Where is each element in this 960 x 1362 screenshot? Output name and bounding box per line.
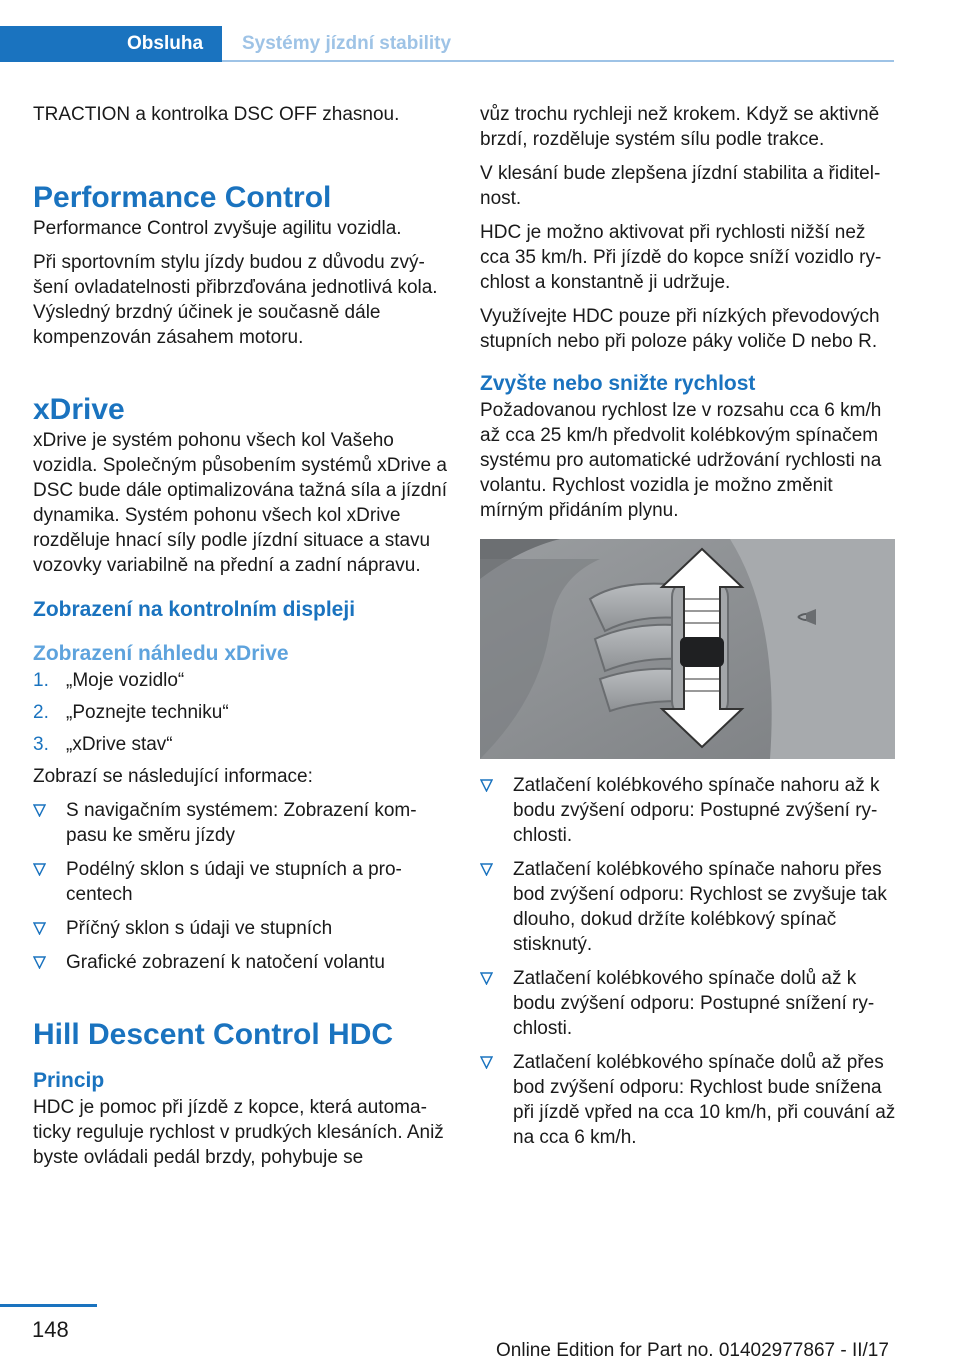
page-number: 148 bbox=[32, 1317, 69, 1342]
heading-princip: Princip bbox=[33, 1069, 105, 1092]
steps-list bbox=[33, 668, 448, 757]
info-list bbox=[33, 798, 448, 975]
step-text: „xDrive stav“ bbox=[66, 734, 173, 755]
heading-hdc: Hill Descent Control HDC bbox=[33, 1018, 394, 1051]
list-item bbox=[33, 857, 448, 907]
list-item bbox=[33, 916, 448, 941]
paragraph-intro: TRACTION a kontrolka DSC OFF zhasnou. bbox=[33, 104, 400, 125]
list-item-text: Podélný sklon s údaji ve stupních a procentech bbox=[66, 859, 402, 905]
triangle-bullet-icon bbox=[480, 779, 493, 792]
paragraph-speed: HDC je možno aktivovat při rychlosti nižší než cca 35 km/h. Při jízdě do kopce sníží vozidlo rychlost a konstantně ji udržuje. bbox=[480, 222, 882, 293]
heading-xdrive: xDrive bbox=[33, 393, 125, 426]
steering-wheel-figure bbox=[480, 539, 895, 759]
triangle-bullet-icon bbox=[33, 922, 46, 935]
adjust-list bbox=[480, 773, 900, 1150]
triangle-bullet-icon bbox=[480, 1056, 493, 1069]
left-column bbox=[33, 102, 448, 1179]
list-item-text: Zatlačení kolébkového spínače nahoru až k bodu zvýšení odporu: Postupné zvýšení rychlosti. bbox=[513, 775, 880, 846]
list-item bbox=[33, 668, 448, 693]
triangle-bullet-icon bbox=[33, 804, 46, 817]
list-item bbox=[480, 857, 900, 957]
list-item bbox=[480, 966, 900, 1041]
footer-rule bbox=[0, 1304, 97, 1307]
step-text: „Poznejte techniku“ bbox=[66, 702, 229, 723]
step-text: „Moje vozidlo“ bbox=[66, 670, 185, 691]
list-item bbox=[480, 773, 900, 848]
list-item-text: Zatlačení kolébkového spínače dolů až přes bod zvýšení odporu: Rychlost bude snížena při jízdě vpřed na cca 10 km/h, při couvání až na cca 6 km/h. bbox=[513, 1052, 896, 1148]
paragraph-gear: Využívejte HDC pouze při nízkých převodových stupních nebo při poloze páky voliče D nebo R. bbox=[480, 306, 880, 352]
heading-display: Zobrazení na kontrolním displeji bbox=[33, 598, 356, 621]
list-item-text: S navigačním systémem: Zobrazení kompasu ke směru jízdy bbox=[66, 800, 417, 846]
list-item-text: Příčný sklon s údaji ve stupních bbox=[66, 918, 333, 939]
triangle-bullet-icon bbox=[33, 956, 46, 969]
list-item bbox=[33, 950, 448, 975]
heading-preview: Zobrazení náhledu xDrive bbox=[33, 642, 289, 665]
paragraph-info: Zobrazí se následující informace: bbox=[33, 766, 313, 787]
step-number: 1. bbox=[33, 670, 49, 691]
list-item-text: Zatlačení kolébkového spínače dolů až k bodu zvýšení odporu: Postupné snížení rychlosti. bbox=[513, 968, 875, 1039]
section-title: Systémy jízdní stability bbox=[242, 33, 452, 54]
step-number: 3. bbox=[33, 734, 49, 755]
list-item bbox=[480, 1050, 900, 1150]
triangle-bullet-icon bbox=[33, 863, 46, 876]
step-number: 2. bbox=[33, 702, 49, 723]
list-item bbox=[33, 700, 448, 725]
paragraph-xdrive: xDrive je systém pohonu všech kol Vašeho vozidla. Společným působením systémů xDrive a DSC bude dále optimalizována tažná síla a jízdní dynamika. Systém pohonu všech kol xDrive rozděluje hnací síly podle jízdní situace a stavu vozovky variabilně na přední a zadní nápravu. bbox=[33, 430, 448, 576]
paragraph-continued: vůz trochu rychleji než krokem. Když se aktivně brzdí, rozděluje systém sílu podle trakce. bbox=[480, 104, 880, 150]
paragraph-stability: V klesání bude zlepšena jízdní stabilita a řiditelnost. bbox=[480, 163, 881, 209]
list-item bbox=[33, 732, 448, 757]
heading-performance-control: Performance Control bbox=[33, 181, 332, 214]
chapter-tab: Obsluha bbox=[0, 26, 222, 62]
list-item bbox=[33, 798, 448, 848]
paragraph-hdc: HDC je pomoc při jízdě z kopce, která automaticky reguluje rychlost v prudkých klesáních. Aniž byste ovládali pedál brzdy, pohybuje se bbox=[33, 1097, 444, 1168]
paragraph-adjust: Požadovanou rychlost lze v rozsahu cca 6 km/h až cca 25 km/h předvolit kolébkovým spínačem systému pro automatické udržování rychlosti na volantu. Rychlost vozidla je možno změnit mírným přidáním plynu. bbox=[480, 400, 882, 521]
right-column bbox=[480, 102, 900, 1159]
list-item-text: Grafické zobrazení k natočení volantu bbox=[66, 952, 385, 973]
triangle-bullet-icon bbox=[480, 863, 493, 876]
steering-wheel-illustration bbox=[480, 539, 895, 759]
edition-note: Online Edition for Part no. 01402977867 - II/17 bbox=[496, 1340, 889, 1361]
paragraph-perf-2: Při sportovním stylu jízdy budou z důvodu zvýšení ovladatelnosti přibrzďována jednotlivá kola. Výsledný brzdný účinek je současně dále kompenzován zásahem motoru. bbox=[33, 252, 438, 348]
heading-adjust-speed: Zvyšte nebo snižte rychlost bbox=[480, 372, 756, 395]
paragraph-perf-1: Performance Control zvyšuje agilitu vozidla. bbox=[33, 218, 402, 239]
triangle-bullet-icon bbox=[480, 972, 493, 985]
list-item-text: Zatlačení kolébkového spínače nahoru přes bod zvýšení odporu: Rychlost se zvyšuje tak dlouho, dokud držíte kolébkový spínač stisknutý. bbox=[513, 859, 887, 955]
